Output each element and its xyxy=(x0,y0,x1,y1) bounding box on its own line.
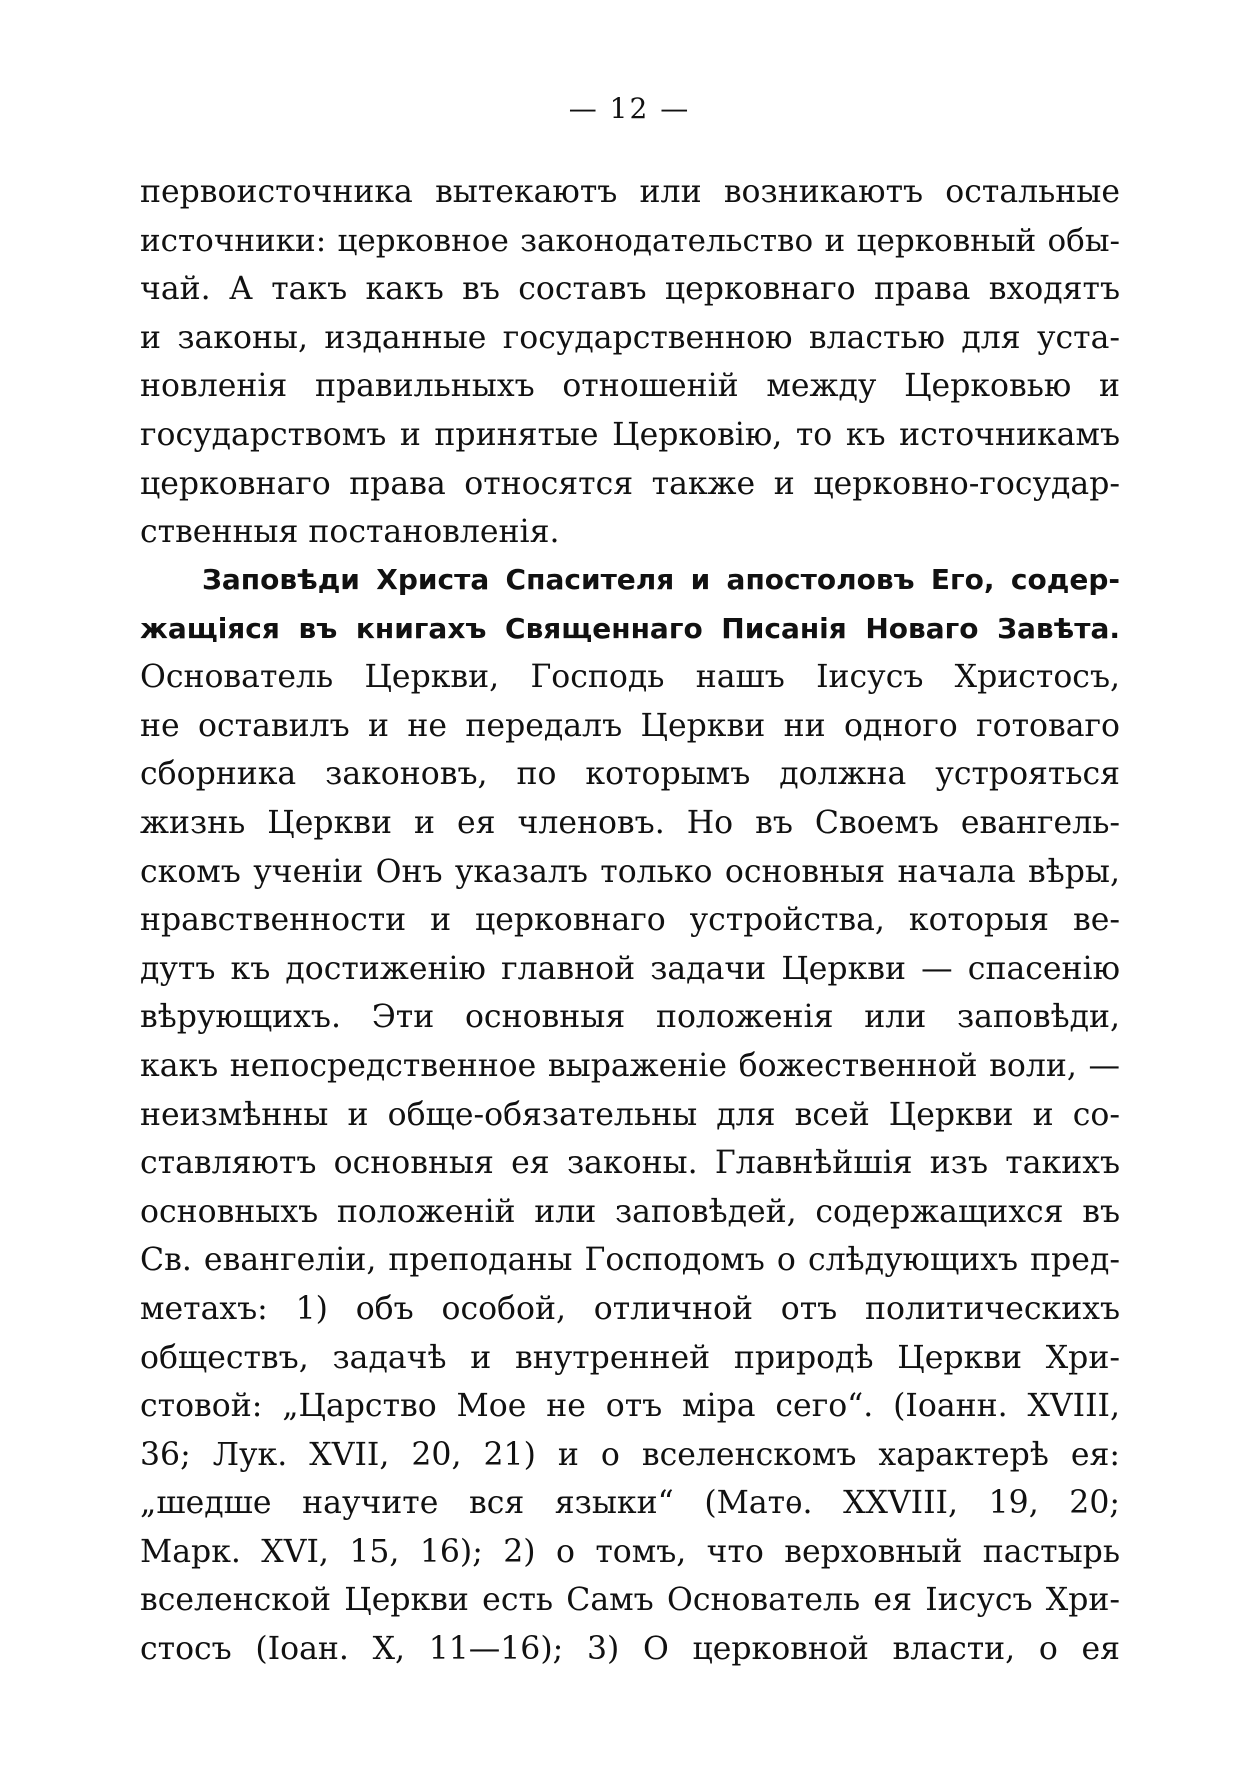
text-line: ставляютъ основныя ея законы. Главнѣйшія изъ такихъ xyxy=(140,1145,1120,1182)
text-line: церковнаго права относятся также и церковно-государ- xyxy=(140,465,1120,502)
text-line: вѣрующихъ. Эти основныя положенія или заповѣди, xyxy=(140,999,1120,1036)
text-line: 36; Лук. XVII, 20, 21) и о вселенскомъ характерѣ ея: xyxy=(140,1436,1120,1473)
text-line: метахъ: 1) объ особой, отличной отъ политическихъ xyxy=(140,1290,1120,1327)
text-line: вселенской Церкви есть Самъ Основатель ея Іисусъ Хри- xyxy=(140,1582,1120,1619)
text-line: ственныя постановленія. xyxy=(140,514,560,551)
text-line: неизмѣнны и обще-обязательны для всей Церкви и со- xyxy=(140,1096,1120,1133)
text-line: Марк. XVI, 15, 16); 2) о томъ, что верховный пастырь xyxy=(140,1533,1120,1570)
text-line: стовой: „Царство Мое не отъ міра сего“. (Іоанн. XVIII, xyxy=(140,1388,1120,1425)
text-line: государствомъ и принятые Церковію, то къ источникамъ xyxy=(140,416,1120,453)
text-line: обществъ, задачѣ и внутренней природѣ Церкви Хри- xyxy=(140,1339,1120,1376)
paragraph-1 xyxy=(140,168,1120,557)
text-line: „шедше научите вся языки“ (Матѳ. XXVIII, 19, 20; xyxy=(140,1485,1120,1522)
text-line: скомъ ученіи Онъ указалъ только основныя начала вѣры, xyxy=(140,853,1120,890)
paragraph-2 xyxy=(140,556,1120,1674)
text-line: какъ непосредственное выраженіе божественной воли, — xyxy=(140,1047,1120,1084)
text-line: первоисточника вытекаютъ или возникаютъ остальные xyxy=(140,174,1120,210)
text-line: дутъ къ достиженію главной задачи Церкви — спасенію xyxy=(140,950,1120,987)
page-number: — 12 — xyxy=(568,92,691,125)
text-line: источники: церковное законодательство и церковный обы- xyxy=(140,222,1120,259)
text-line: жизнь Церкви и ея членовъ. Но въ Своемъ евангель- xyxy=(140,804,1120,841)
text-line: и законы, изданные государственною властью для уста- xyxy=(140,319,1120,356)
text-line: основныхъ положеній или заповѣдей, содержащихся въ xyxy=(140,1193,1120,1230)
text-line: нравственности и церковнаго устройства, которыя ве- xyxy=(140,902,1120,939)
text-line: новленія правильныхъ отношеній между Церковью и xyxy=(140,368,1120,405)
text-line: не оставилъ и не передалъ Церкви ни одного готоваго xyxy=(140,707,1120,744)
section-heading-line: Заповѣди Христа Спасителя и апостоловъ Его, содер- xyxy=(202,563,1120,596)
text-line: стосъ (Іоан. X, 11—16); 3) О церковной власти, о ея xyxy=(140,1631,1120,1668)
text-line: Св. евангеліи, преподаны Господомъ о слѣдующихъ пред- xyxy=(140,1242,1120,1279)
text-line: Основатель Церкви, Господь нашъ Іисусъ Христосъ, xyxy=(140,659,1120,696)
text-line: чай. А такъ какъ въ составъ церковнаго права входятъ xyxy=(140,271,1120,308)
text-line: сборника законовъ, по которымъ должна устрояться xyxy=(140,756,1120,793)
section-heading-line: жащіяся въ книгахъ Священнаго Писанія Новаго Завѣта. xyxy=(140,611,1120,645)
